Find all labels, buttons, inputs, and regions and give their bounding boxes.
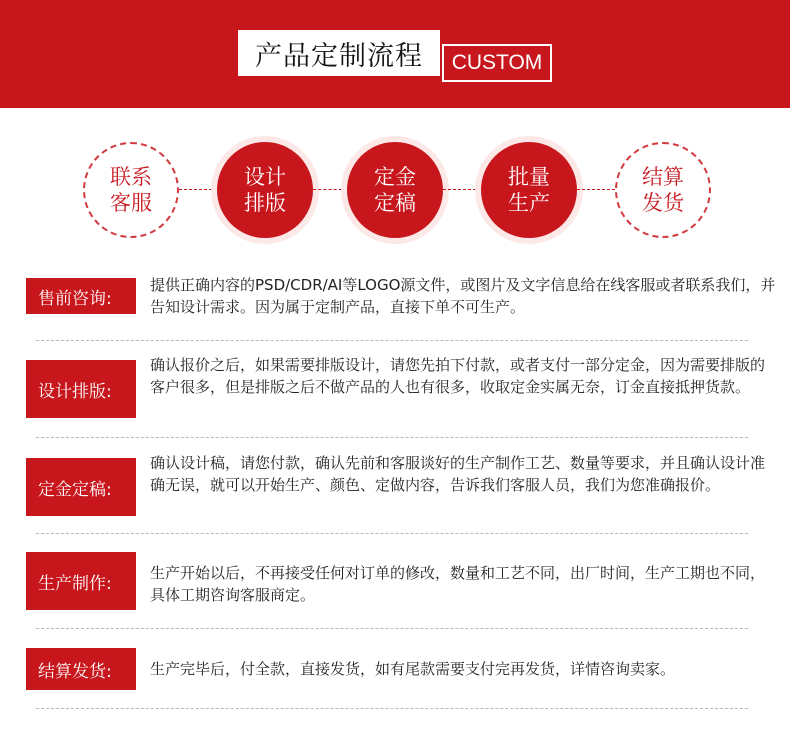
section-label: 结算发货: — [26, 648, 136, 690]
page-title-en: CUSTOM — [442, 44, 552, 82]
section-divider — [36, 533, 748, 534]
section-design — [0, 352, 790, 422]
section-text: 生产完毕后，付全款，直接发货，如有尾款需要支付完再发货，详情咨询卖家。 — [150, 660, 676, 678]
section-settlement — [0, 648, 790, 694]
section-presale — [0, 268, 790, 328]
section-divider — [36, 708, 748, 709]
process-steps — [0, 142, 790, 238]
section-text: 确认报价之后，如果需要排版设计，请您先拍下付款，或者支付一部分定金，因为需要排版的客户很多，但是排版之后不做产品的人也有很多，收取定金实属无奈，订金直接抵押货款。 — [150, 356, 766, 396]
section-text: 生产开始以后，不再接受任何对订单的修改，数量和工艺不同，出厂时间，生产工期也不同，具体工期咨询客服商定。 — [150, 564, 766, 604]
step-connector — [443, 189, 481, 190]
step-contact-service: 联系 客服 — [83, 142, 179, 238]
step-connector — [179, 189, 217, 190]
step-deposit-finalize: 定金 定稿 — [347, 142, 443, 238]
section-production — [0, 552, 790, 616]
step-settle-ship: 结算 发货 — [615, 142, 711, 238]
section-divider — [36, 628, 748, 629]
section-label: 生产制作: — [26, 552, 136, 610]
section-deposit — [0, 448, 790, 518]
step-connector — [577, 189, 615, 190]
section-divider — [36, 437, 748, 438]
section-text: 提供正确内容的PSD/CDR/AI等LOGO源文件，或图片及文字信息给在线客服或者联系我们，并告知设计需求。因为属于定制产品，直接下单不可生产。 — [150, 276, 776, 316]
section-text: 确认设计稿，请您付款，确认先前和客服谈好的生产制作工艺、数量等要求，并且确认设计准确无误，就可以开始生产、颜色、定做内容，告诉我们客服人员，我们为您准确报价。 — [150, 454, 766, 494]
step-design-layout: 设计 排版 — [217, 142, 313, 238]
step-mass-production: 批量 生产 — [481, 142, 577, 238]
section-label: 售前咨询: — [26, 278, 136, 314]
section-divider — [36, 340, 748, 341]
section-label: 设计排版: — [26, 360, 136, 418]
page-title: 产品定制流程 — [236, 28, 442, 78]
header-banner — [0, 0, 790, 108]
step-connector — [313, 189, 347, 190]
section-label: 定金定稿: — [26, 458, 136, 516]
